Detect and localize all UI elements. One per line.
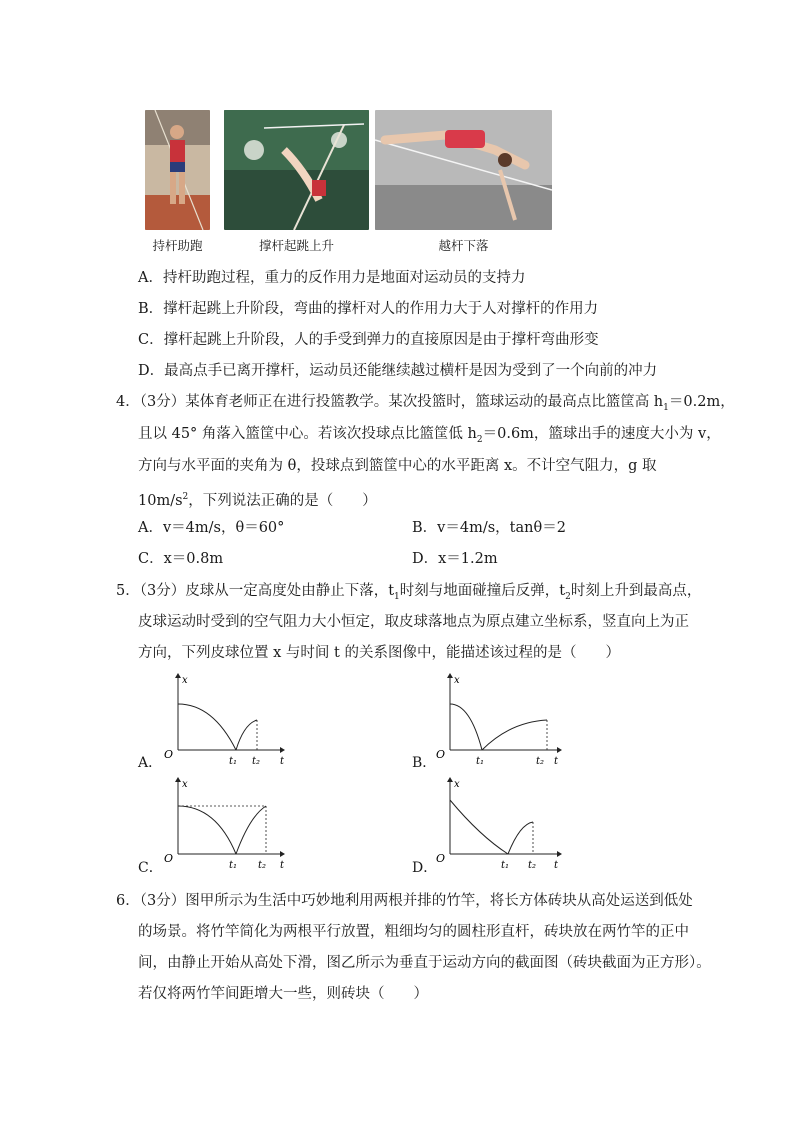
q5-graph-c-label: C． (138, 860, 163, 876)
q5-graph-b (430, 672, 565, 770)
q6-line-2: 的场景。将竹竿简化为两根平行放置，粗细均匀的圆柱形直杆，砖块放在两竹竿的正中 (138, 924, 689, 940)
axis-t-label: t (554, 860, 559, 871)
q4-option-a: A．v＝4m/s，θ＝60° (138, 520, 285, 536)
axis-t-label: t (554, 756, 559, 767)
q3-option-d: D．最高点手已离开撑杆，运动员还能继续越过横杆是因为受到了一个向前的冲力 (138, 363, 658, 379)
photo-over-bar (375, 110, 552, 230)
axis-t-label: t (280, 860, 285, 871)
q4-line-2: 且以 45° 角落入篮筐中心。若该次投球点比篮筐低 $h_2=0.6m$，篮球出手的速度大小为 v， (138, 426, 721, 445)
q6-line-4: 若仅将两竹竿间距增大一些，则砖块（ ） (138, 986, 428, 1002)
t1-label: t₁ (229, 756, 238, 767)
axis-t-label: t (280, 756, 285, 767)
t1-label: t₁ (476, 756, 485, 767)
q5-graph-a (158, 672, 288, 770)
origin-label: O (436, 852, 446, 865)
q3-option-c: C．撑杆起跳上升阶段，人的手受到弹力的直接原因是由于撑杆弯曲形变 (138, 332, 599, 348)
q4-line-3: 方向与水平面的夹角为 θ，投球点到篮筐中心的水平距离 x。不计空气阻力，g 取 (138, 458, 657, 474)
t2-label: t₂ (528, 860, 537, 871)
t1-label: t₁ (229, 860, 238, 871)
photo-caption-1: 持杆助跑 (152, 238, 203, 253)
q5-line-1: 5．（3分）皮球从一定高度处由静止下落，$t_1$时刻与地面碰撞后反弹，$t_2$时刻上升到最高点， (116, 583, 702, 602)
q4-line-4: $10m/s^2$，下列说法正确的是（ ） (138, 492, 377, 509)
photo-pole-takeoff (224, 110, 369, 230)
q5-line-3: 方向，下列皮球位置 x 与时间 t 的关系图像中，能描述该过程的是（ ） (138, 645, 620, 661)
q4-option-b: B．v＝4m/s，tanθ＝2 (412, 520, 566, 536)
q4-option-c: C．x＝0.8m (138, 551, 224, 567)
origin-label: O (164, 852, 174, 865)
axis-x-label: x (182, 779, 188, 790)
q5-graph-d-label: D． (412, 860, 438, 876)
t2-label: t₂ (536, 756, 545, 767)
photo-caption-3: 越杆下落 (438, 238, 489, 253)
t2-label: t₂ (252, 756, 261, 767)
q5-graph-d (430, 776, 565, 874)
q6-line-1: 6．（3分）图甲所示为生活中巧妙地利用两根并排的竹竿，将长方体砖块从高处运送到低处 (116, 893, 693, 909)
axis-x-label: x (454, 779, 460, 790)
q3-option-b: B．撑杆起跳上升阶段，弯曲的撑杆对人的作用力大于人对撑杆的作用力 (138, 301, 599, 317)
origin-label: O (436, 748, 446, 761)
q4-line-1: 4．（3分）某体育老师正在进行投篮教学。某次投篮时，篮球运动的最高点比篮筐高 $h_1=0.2m$， (116, 394, 735, 413)
q5-line-2: 皮球运动时受到的空气阻力大小恒定，取皮球落地点为原点建立坐标系，竖直向上为正 (138, 614, 689, 630)
photo-run-with-pole (145, 110, 210, 230)
t2-label: t₂ (258, 860, 267, 871)
q3-option-a: A．持杆助跑过程，重力的反作用力是地面对运动员的支持力 (138, 270, 526, 286)
origin-label: O (164, 748, 174, 761)
axis-x-label: x (454, 675, 460, 686)
photo-caption-2: 撑杆起跳上升 (258, 238, 334, 253)
q5-graph-a-label: A． (138, 755, 163, 771)
axis-x-label: x (182, 675, 188, 686)
q6-line-3: 间，由静止开始从高处下滑，图乙所示为垂直于运动方向的截面图（砖块截面为正方形）。 (138, 955, 711, 971)
q4-option-d: D．x＝1.2m (412, 551, 498, 567)
t1-label: t₁ (501, 860, 510, 871)
q5-graph-b-label: B． (412, 755, 437, 771)
q5-graph-c (158, 776, 288, 874)
